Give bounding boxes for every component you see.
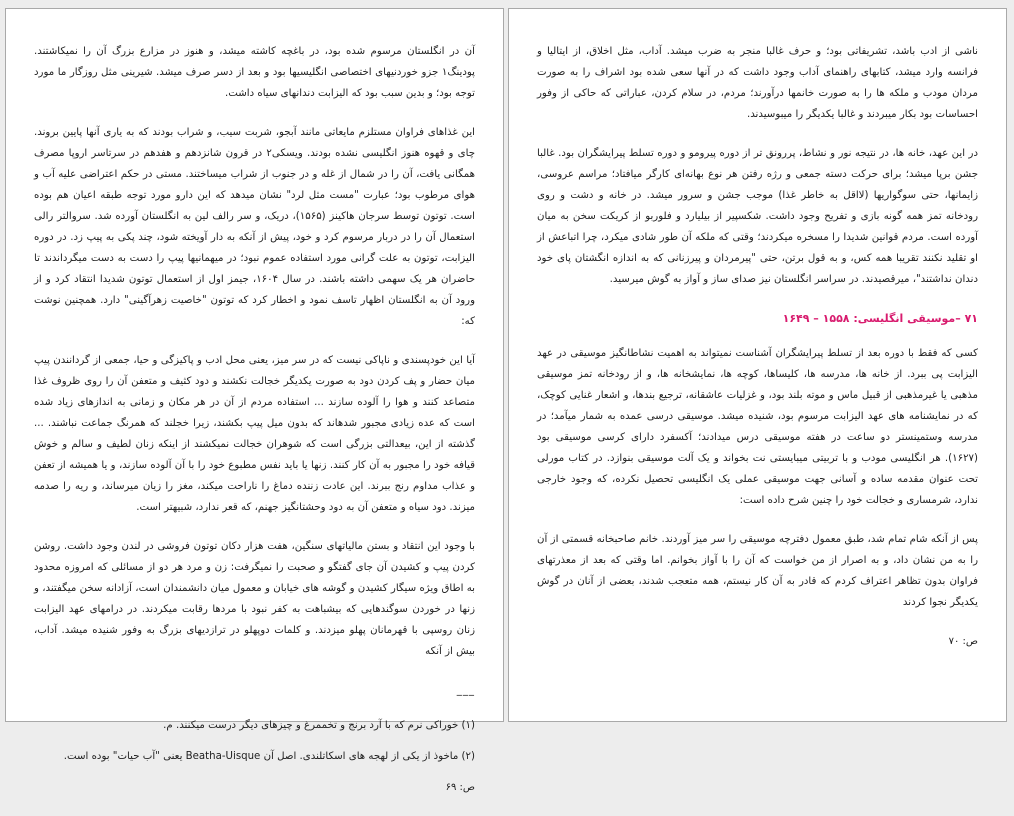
right-page-content — [537, 41, 978, 670]
right-page — [508, 8, 1007, 722]
left-page-content — [34, 41, 475, 816]
paragraph: آیا این خودپسندی و ناپاکی نیست که در سر میز، یعنی محل ادب و پاکیزگی و حیا، جمعی از گردانندن پیپ میان حضار و پف کردن دود به صورت یکدیگر خجالت نکشند و دود کثیف و متعفن آن را روی ظروف غذا متصاعد کنند و هوا را آلوده سازند ... استفاده مردم از آن در هر مکان و زمانی به اندازهای زیاد شده است که عده زیادی مجبور شدهاند که بدون میل پیپ بکشند، زیرا خجلند که همرنگ جماعت نباشند. ... گذشته از این، بیعدالتی بزرگی است که شوهران خجالت نمیکشند از اینکه زنان لطیف و سالم و خوش قیافه خود را مجبور به آن کار کنند. زنها یا باید نفس مطبوع خود را با آن آلوده سازند، و یا همیشه از تعفن و عذاب مداوم رنج ببرند. این عادت زننده دماغ را ناراحت میکند، مغز را زیان میرساند، و ریه را صدمه میزند. دود سیاه و متعفن آن به دود وحشتانگیز جهنم، که قعر ندارد، شبیهتر است. — [34, 355, 475, 513]
left-page — [5, 8, 504, 793]
page-number: ص: ۶۹ — [445, 782, 475, 793]
footnote: (۱) خوراکی نرم که با آرد برنج و تخممرغ و چیزهای دیگر درست میکنند. م. — [163, 720, 475, 731]
footnote-text: (۲) ماخوذ از یکی از لهجه های اسکاتلندی. اصل آن — [260, 751, 475, 762]
paragraph: ناشی از ادب باشد، تشریفاتی بود؛ و حرف غالبا منجر به ضرب میشد. آداب، مثل اخلاق، از ایتالیا و فرانسه وارد میشد، کتابهای راهنمای آداب وجود داشت که در آنها سعی شده بود اشراف را به صورت مردان مودب و ملکه ها را به صورت خانمها درآورند؛ مردم، در سلام کردن، عباراتی که حاکی از وفور احساسات بود بکار میبردند و غالبا یکدیگر را میبوسیدند. — [537, 46, 978, 120]
paragraph: پس از آنکه شام تمام شد، طبق معمول دفترچه موسیقی را سر میز آوردند. خانم صاحبخانه قسمتی از آن را به من نشان داد، و به اصرار از من خواست که آن را با آواز بخوانم. اما وقتی که بعد از معذرتهای فراوان بدون تظاهر اعتراف کردم که قادر به آن کار نیستم، همه متعجب شدند، بعضی از آنان در گوش یکدیگر نجوا کردند — [537, 534, 978, 608]
footnote-separator: ___ — [456, 685, 475, 696]
section-heading: ۷۱ –موسیقی انگلیسی: ۱۵۵۸ – ۱۶۴۹ — [782, 312, 978, 325]
paragraph: آن در انگلستان مرسوم شده بود، در باغچه کاشته میشد، و هنوز در مزارع بزرگ آن را نمیکاشتند. پودینگ۱ جزو خوردنیهای اختصاصی انگلیسیها بود و بعد از دسر صرف میشد. شیرینی مثل روزگار ما مورد توجه بود؛ و بدین سبب بود که الیزابت دندانهای سیاه داشت. — [34, 46, 475, 99]
footnote-latin-term: Beatha-Uisque — [185, 751, 261, 762]
footnote-text: یعنی "آب حیات" بوده است. — [63, 751, 186, 762]
page-number: ص: ۷۰ — [948, 636, 978, 647]
paragraph: با وجود این انتقاد و بستن مالیاتهای سنگین، هفت هزار دکان توتون فروشی در لندن وجود داشت. روشن کردن پیپ و کشیدن آن جای گفتگو و صحبت را نمیگرفت: زن و مرد هر دو از مسائلی که امروزه محدود به اطاق ویژه سیگار کشیدن و گوشه های خیابان و معمول میان دانشمندان است، آزادانه سخن میگفتند، و زنها در خوردن سوگندهایی که بیشباهت به کفر نبود با مردها رقابت میکردند. در درامهای عهد الیزابت زنان روسپی با قهرمانان پهلو میزدند. و کلمات دوپهلو در ترازدیهای بزرگ به وفور شنیده میشد. آداب، بیش از آنکه — [34, 541, 475, 657]
paragraph: در این عهد، خانه ها، در نتیجه نور و نشاط، پررونق تر از دوره پیرومو و دوره تسلط پیرایشگران بود. غالبا جشن برپا میشد؛ برای حرکت دسته جمعی و رژه رفتن هر نوع بهانه‌ای کارگر میافتاد؛ مراسم عروسی، زایمانها، حتی سوگواریها (لااقل به خاطر غذا) موجب جشن و سرور میشد. در خانه و دشت و روی رودخانه تمز همه گونه بازی و تفریح وجود داشت. شکسپیر از بیلیارد و فلوربو از کریکت سخن به میان آورده است. مردم قوانین شدیدا را مسخره میکردند؛ وقتی که ملکه آن طور شادی میکرد، چرا اتباعش از او تقلید نکنند تقریبا همه کس، و به قول برتن، حتی "پیرمردان و پیرزنانی که به اندازه انگشتان پای خود دندان نداشتند"، میرقصیدند. در سراسر انگلستان نیز صدای ساز و آواز به گوش میرسید. — [537, 148, 978, 285]
paragraph: کسی که فقط با دوره بعد از تسلط پیرایشگران آشناست نمیتواند به اهمیت نشاطانگیز موسیقی در عهد الیزابت پی ببرد. از خانه ها، مدرسه ها، کلیساها، کوچه ها، نمایشخانه ها، و از رودخانه تمز موسیقی مذهبی یا غیرمذهبی از قبیل ماس و موته بلند بود، و غزلیات عاشقانه، ترجیع بندها، و اشعار غنایی کوچک، که در نمایشنامه های عهد الیزابت مرسوم بود، شنیده میشد. موسیقی درسی عمده به شمار میآمد؛ در مدرسه وستمینستر دو ساعت در هفته موسیقی درس میدادند؛ آکسفرد دارای کرسی موسیقی بود (۱۶۲۷). هر انگلیسی مودب و با تربیتی میبایستی نت بخواند و یک آلت موسیقی بنوازد. در کتاب مورلی تحت عنوان مقدمه ساده و آسانی جهت موسیقی عملی یک انگلیسی تحصیل نکرده، که وجود خارجی ندارد، شرمساری و خجالت خود را چنین شرح داده است: — [537, 348, 978, 506]
footnote — [34, 746, 475, 767]
paragraph: این غذاهای فراوان مستلزم مایعاتی مانند آبجو، شربت سیب، و شراب بودند که به یاری آنها پایین بروند. چای و قهوه هنوز انگلیسی نشده بودند. ویسکی۲ در قرون شانزدهم و هفدهم در سرتاسر اروپا مصرف همگانی یافت، آن را در شمال از غله و در جنوب از شراب میساختند. مستی در حکم اعتراضی علیه آب و هوای مرطوب بود؛ عبارت "مست مثل لرد" نشان میدهد که این دارو مورد توجه طبقه اعیان هم بوده است. توتون توسط سرجان هاکینز (۱۵۶۵)، دریک، و سر رالف لین به انگلستان آورده شد. سروالتر رالی استعمال آن را در دربار مرسوم کرد و خود، پیش از آنکه به دار آویخته شود، چند پکی به پیپ زد. در دوره الیزابت، توتون به علت گرانی مورد استفاده عموم نبود؛ در میهمانیها پیپ را دست به دست میگرداندند تا حاضران هر یک سهمی داشته باشند. در سال ۱۶۰۴، جیمز اول از استعمال توتون شدیدا انتقاد کرد و از ورود آن به انگلستان اظهار تاسف نمود و اخطار کرد که توتون "خاصیت زهرآگینی" دارد. همچنین نوشت که: — [34, 127, 476, 327]
